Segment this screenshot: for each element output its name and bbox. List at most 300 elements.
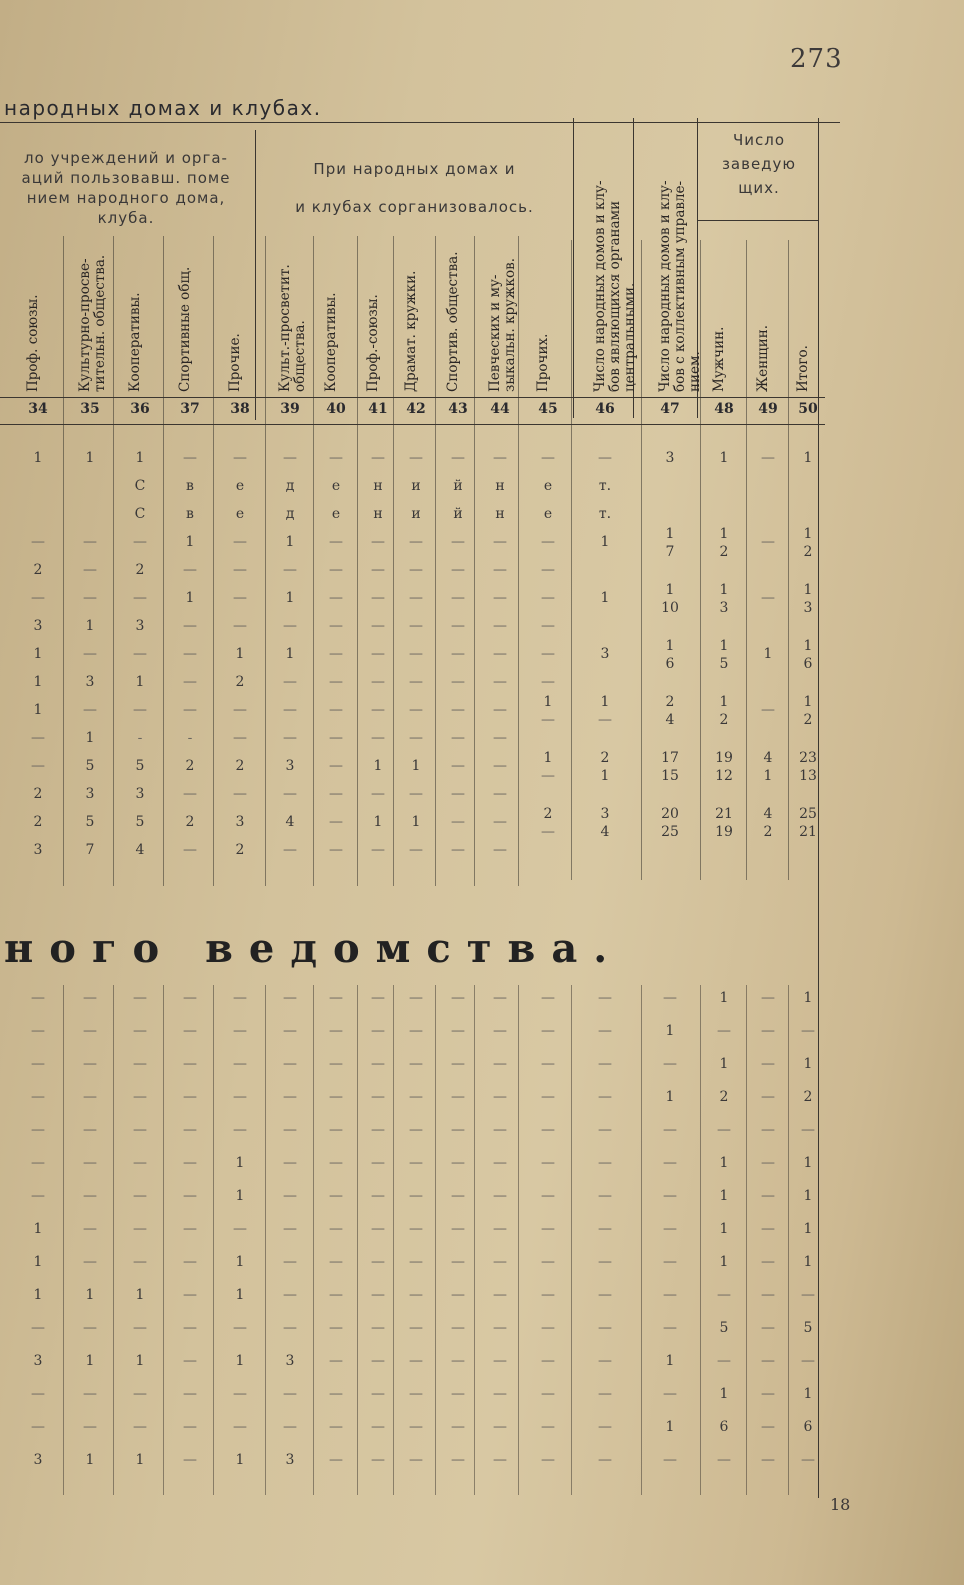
column-divider: [518, 236, 519, 886]
bottom-row-cell: —: [541, 1056, 555, 1072]
bottom-row-cell: —: [598, 1287, 612, 1303]
bottom-row-cell: —: [451, 1254, 465, 1270]
bottom-row-cell: —: [409, 1089, 423, 1105]
top-row-cell: 1: [85, 730, 95, 746]
top-row-cell: 2: [763, 824, 773, 840]
bottom-row-cell: —: [801, 1452, 815, 1468]
column-number-50: 50: [798, 401, 818, 417]
top-row-cell: 1: [33, 450, 43, 466]
top-row-cell: 1: [285, 534, 295, 550]
top-row-cell: 3: [600, 806, 610, 822]
top-row-cell: —: [183, 646, 197, 662]
bottom-row-cell: —: [371, 1122, 385, 1138]
bottom-row-cell: —: [761, 1452, 775, 1468]
top-row-cell: —: [598, 712, 612, 728]
top-row-cell: —: [451, 730, 465, 746]
bottom-row-cell: —: [541, 1452, 555, 1468]
bottom-row-cell: —: [451, 1419, 465, 1435]
top-row-cell: —: [409, 730, 423, 746]
top-row-cell: 3: [33, 842, 43, 858]
top-row-cell: —: [493, 674, 507, 690]
bottom-row-cell: —: [371, 1089, 385, 1105]
top-row-cell: 4: [135, 842, 145, 858]
bottom-row-cell: —: [493, 1386, 507, 1402]
bottom-row-cell: —: [329, 1287, 343, 1303]
bottom-row-cell: 1: [235, 1353, 245, 1369]
bottom-row-cell: —: [801, 1023, 815, 1039]
top-row-cell: 1: [373, 814, 383, 830]
bottom-row-cell: —: [598, 1254, 612, 1270]
bottom-row-cell: 3: [33, 1452, 43, 1468]
bottom-row-cell: 1: [235, 1188, 245, 1204]
bottom-row-cell: —: [183, 1188, 197, 1204]
top-row-cell: 1: [33, 702, 43, 718]
top-row-cell: —: [183, 450, 197, 466]
column-number-34: 34: [28, 401, 48, 417]
top-row-cell: —: [493, 842, 507, 858]
column-divider: [746, 985, 747, 1495]
group-header-organized: При народных домах и и клубах сорганизовалось.: [295, 160, 534, 216]
bottom-row-cell: —: [761, 1122, 775, 1138]
top-row-cell: —: [761, 534, 775, 550]
bottom-row-cell: —: [801, 1287, 815, 1303]
column-number-40: 40: [326, 401, 346, 417]
top-row-cell: 1: [803, 582, 813, 598]
bottom-row-cell: —: [493, 1452, 507, 1468]
top-row-cell: н: [495, 478, 505, 494]
top-row-cell: —: [371, 590, 385, 606]
column-header-49: Женщин.: [755, 325, 771, 392]
bottom-row-cell: —: [801, 1122, 815, 1138]
top-row-cell: 1: [803, 526, 813, 542]
top-row-cell: —: [409, 786, 423, 802]
bottom-row-cell: 1: [719, 1254, 729, 1270]
top-row-cell: 2: [543, 806, 553, 822]
column-number-43: 43: [448, 401, 468, 417]
top-row-cell: 2: [803, 544, 813, 560]
top-row-cell: —: [761, 702, 775, 718]
bottom-row-cell: —: [133, 1419, 147, 1435]
bottom-row-cell: —: [598, 1122, 612, 1138]
bottom-row-cell: —: [371, 1188, 385, 1204]
bottom-row-cell: 1: [33, 1254, 43, 1270]
top-row-cell: 3: [719, 600, 729, 616]
bottom-row-cell: —: [133, 1254, 147, 1270]
bottom-row-cell: —: [233, 1122, 247, 1138]
top-row-cell: —: [233, 730, 247, 746]
bottom-row-cell: —: [409, 1419, 423, 1435]
top-row-cell: —: [31, 758, 45, 774]
group-divider: [573, 118, 574, 418]
top-row-cell: 21: [799, 824, 817, 840]
bottom-row-cell: —: [541, 1353, 555, 1369]
bottom-row-cell: —: [541, 1023, 555, 1039]
bottom-row-cell: —: [233, 990, 247, 1006]
top-row-cell: д: [285, 478, 295, 494]
column-divider: [163, 236, 164, 886]
top-row-cell: 1: [543, 750, 553, 766]
bottom-row-cell: —: [283, 1419, 297, 1435]
top-row-cell: —: [451, 702, 465, 718]
top-row-cell: 4: [665, 712, 675, 728]
top-row-cell: —: [409, 674, 423, 690]
bottom-row-cell: —: [83, 1254, 97, 1270]
bottom-row-cell: 6: [803, 1419, 813, 1435]
bottom-row-cell: —: [493, 1122, 507, 1138]
bottom-row-cell: —: [451, 1452, 465, 1468]
bottom-row-cell: —: [541, 1089, 555, 1105]
bottom-row-cell: —: [283, 1287, 297, 1303]
top-row-cell: 4: [285, 814, 295, 830]
bottom-row-cell: —: [409, 1155, 423, 1171]
bottom-row-cell: —: [329, 990, 343, 1006]
bottom-row-cell: —: [329, 1056, 343, 1072]
bottom-row-cell: 1: [719, 1221, 729, 1237]
top-row-cell: 1: [665, 526, 675, 542]
top-row-cell: —: [541, 824, 555, 840]
bottom-row-cell: —: [663, 1221, 677, 1237]
bottom-row-cell: —: [409, 1188, 423, 1204]
top-row-cell: —: [283, 618, 297, 634]
bottom-row-cell: —: [541, 1287, 555, 1303]
bottom-row-cell: —: [451, 1320, 465, 1336]
bottom-row-cell: 2: [803, 1089, 813, 1105]
bottom-row-cell: —: [409, 1254, 423, 1270]
top-row-cell: —: [371, 450, 385, 466]
bottom-row-cell: 1: [235, 1452, 245, 1468]
column-number-36: 36: [130, 401, 150, 417]
bottom-row-cell: —: [133, 1089, 147, 1105]
bottom-row-cell: —: [761, 1221, 775, 1237]
bottom-row-cell: —: [663, 1386, 677, 1402]
bottom-row-cell: —: [83, 1320, 97, 1336]
top-row-cell: 6: [665, 656, 675, 672]
bottom-row-cell: —: [717, 1122, 731, 1138]
bottom-row-cell: 1: [719, 1155, 729, 1171]
bottom-row-cell: —: [329, 1221, 343, 1237]
footer-number: 18: [830, 1495, 851, 1514]
column-number-39: 39: [280, 401, 300, 417]
top-row-cell: 25: [661, 824, 679, 840]
bottom-row-cell: 6: [719, 1419, 729, 1435]
top-row-cell: 5: [85, 814, 95, 830]
top-row-cell: 1: [719, 582, 729, 598]
bottom-row-cell: —: [451, 1353, 465, 1369]
header-rule: [0, 397, 825, 398]
top-row-cell: —: [409, 562, 423, 578]
top-row-cell: н: [373, 506, 383, 522]
column-header-47: Число народных домов и клу- бов с коллективным управле- нием.: [657, 180, 703, 392]
bottom-row-cell: 1: [235, 1254, 245, 1270]
bottom-row-cell: —: [283, 1155, 297, 1171]
top-row-cell: —: [283, 450, 297, 466]
column-header-38: Прочие.: [227, 333, 243, 392]
top-row-cell: —: [329, 646, 343, 662]
column-divider: [788, 240, 789, 880]
column-divider: [700, 240, 701, 880]
top-row-cell: 23: [799, 750, 817, 766]
top-row-cell: 15: [661, 768, 679, 784]
bottom-row-cell: —: [663, 1188, 677, 1204]
top-row-cell: 3: [235, 814, 245, 830]
bottom-row-cell: —: [283, 1254, 297, 1270]
bottom-row-cell: —: [451, 1287, 465, 1303]
column-divider: [357, 236, 358, 886]
top-row-cell: —: [283, 562, 297, 578]
bottom-row-cell: —: [761, 1386, 775, 1402]
bottom-row-cell: 1: [235, 1155, 245, 1171]
bottom-row-cell: —: [663, 1155, 677, 1171]
top-row-cell: 1: [719, 638, 729, 654]
bottom-row-cell: 1: [803, 1056, 813, 1072]
top-row-cell: 19: [715, 750, 733, 766]
bottom-row-cell: —: [761, 1023, 775, 1039]
bottom-row-cell: —: [541, 1419, 555, 1435]
bottom-row-cell: —: [233, 1221, 247, 1237]
bottom-row-cell: —: [329, 1122, 343, 1138]
bottom-row-cell: —: [409, 1452, 423, 1468]
top-row-cell: 1: [719, 450, 729, 466]
top-row-cell: 1: [185, 590, 195, 606]
top-row-cell: —: [451, 590, 465, 606]
top-row-cell: —: [371, 534, 385, 550]
bottom-row-cell: —: [133, 1023, 147, 1039]
top-row-cell: 1: [33, 646, 43, 662]
column-divider: [265, 236, 266, 886]
top-row-cell: —: [233, 590, 247, 606]
bottom-row-cell: —: [183, 1419, 197, 1435]
bottom-row-cell: 1: [85, 1353, 95, 1369]
top-row-cell: 7: [665, 544, 675, 560]
bottom-row-cell: 1: [719, 1056, 729, 1072]
column-header-37: Спортивные общ.: [177, 266, 193, 392]
top-row-cell: 3: [85, 786, 95, 802]
bottom-row-cell: —: [371, 990, 385, 1006]
top-row-cell: 1: [600, 768, 610, 784]
top-row-cell: —: [31, 590, 45, 606]
top-row-cell: 1: [33, 674, 43, 690]
top-row-cell: —: [31, 730, 45, 746]
top-row-cell: 2: [235, 758, 245, 774]
bottom-row-cell: 1: [235, 1287, 245, 1303]
bottom-row-cell: 1: [719, 1386, 729, 1402]
top-row-cell: —: [451, 618, 465, 634]
top-row-cell: —: [493, 562, 507, 578]
bottom-row-cell: —: [371, 1155, 385, 1171]
top-row-cell: —: [183, 702, 197, 718]
bottom-row-cell: —: [663, 1320, 677, 1336]
bottom-row-cell: —: [801, 1353, 815, 1369]
bottom-row-cell: —: [598, 990, 612, 1006]
bottom-row-cell: —: [283, 1188, 297, 1204]
bottom-row-cell: —: [31, 1023, 45, 1039]
top-row-cell: 1: [600, 534, 610, 550]
top-row-cell: в: [186, 478, 194, 494]
bottom-row-cell: —: [451, 1122, 465, 1138]
column-number-41: 41: [368, 401, 388, 417]
column-number-46: 46: [595, 401, 615, 417]
top-row-cell: —: [371, 646, 385, 662]
top-row-cell: 6: [803, 656, 813, 672]
column-divider: [393, 236, 394, 886]
top-row-cell: —: [493, 450, 507, 466]
column-header-42: Драмат. кружки.: [403, 270, 419, 392]
top-row-cell: 20: [661, 806, 679, 822]
top-row-cell: 1: [373, 758, 383, 774]
top-row-cell: —: [329, 786, 343, 802]
bottom-row-cell: —: [493, 1353, 507, 1369]
bottom-row-cell: 1: [33, 1287, 43, 1303]
bottom-row-cell: —: [541, 1386, 555, 1402]
top-row-cell: —: [541, 534, 555, 550]
section-title: ного ведомства.: [4, 925, 624, 972]
bottom-row-cell: 1: [803, 990, 813, 1006]
bottom-row-cell: —: [409, 1056, 423, 1072]
bottom-row-cell: —: [761, 1287, 775, 1303]
top-row-cell: е: [331, 478, 341, 494]
bottom-row-cell: —: [663, 1122, 677, 1138]
bottom-row-cell: —: [83, 1089, 97, 1105]
bottom-row-cell: —: [31, 1320, 45, 1336]
top-row-cell: 5: [85, 758, 95, 774]
top-row-cell: —: [329, 814, 343, 830]
top-row-cell: —: [329, 590, 343, 606]
top-row-cell: 1: [411, 758, 421, 774]
bottom-row-cell: 1: [135, 1353, 145, 1369]
top-row-cell: С: [134, 478, 146, 494]
top-row-cell: —: [233, 702, 247, 718]
bottom-row-cell: —: [133, 1221, 147, 1237]
top-row-cell: —: [133, 646, 147, 662]
top-row-cell: —: [329, 618, 343, 634]
top-row-cell: 4: [763, 750, 773, 766]
bottom-row-cell: —: [371, 1452, 385, 1468]
top-row-cell: —: [371, 786, 385, 802]
top-row-cell: —: [493, 618, 507, 634]
bottom-row-cell: —: [541, 1320, 555, 1336]
column-header-48: Мужчин.: [711, 326, 727, 392]
top-row-cell: —: [233, 786, 247, 802]
top-row-cell: 21: [715, 806, 733, 822]
bottom-row-cell: —: [598, 1419, 612, 1435]
bottom-row-cell: —: [31, 1188, 45, 1204]
column-number-47: 47: [660, 401, 680, 417]
bottom-row-cell: —: [761, 1353, 775, 1369]
bottom-row-cell: —: [283, 1386, 297, 1402]
bottom-row-cell: —: [83, 1221, 97, 1237]
top-row-cell: 1: [803, 450, 813, 466]
bottom-row-cell: —: [663, 1287, 677, 1303]
column-divider: [163, 985, 164, 1495]
column-divider: [474, 985, 475, 1495]
top-row-cell: 1: [85, 618, 95, 634]
top-row-cell: д: [285, 506, 295, 522]
top-row-cell: 2: [235, 674, 245, 690]
top-row-cell: —: [451, 534, 465, 550]
bottom-row-cell: —: [761, 990, 775, 1006]
column-divider: [113, 236, 114, 886]
bottom-row-cell: —: [31, 1122, 45, 1138]
top-row-cell: 10: [661, 600, 679, 616]
top-row-cell: —: [493, 758, 507, 774]
bottom-row-cell: —: [451, 1056, 465, 1072]
bottom-row-cell: —: [493, 1287, 507, 1303]
bottom-row-cell: —: [233, 1056, 247, 1072]
top-row-cell: в: [186, 506, 194, 522]
top-row-cell: 1: [719, 526, 729, 542]
top-row-cell: 3: [665, 450, 675, 466]
top-row-cell: —: [541, 646, 555, 662]
bottom-row-cell: 5: [803, 1320, 813, 1336]
column-header-46: Число народных домов и клу- бов являющихся органами центральными.: [592, 180, 638, 392]
bottom-row-cell: —: [133, 1320, 147, 1336]
column-divider: [435, 236, 436, 886]
bottom-row-cell: —: [371, 1221, 385, 1237]
top-row-cell: 2: [185, 758, 195, 774]
bottom-row-cell: 1: [85, 1452, 95, 1468]
top-row-cell: —: [371, 842, 385, 858]
page-number: 273: [790, 44, 843, 74]
column-header-43: Спортив. общества.: [445, 251, 461, 392]
top-row-cell: 5: [135, 758, 145, 774]
top-row-cell: 3: [600, 646, 610, 662]
column-divider: [788, 985, 789, 1495]
bottom-row-cell: —: [329, 1188, 343, 1204]
column-header-41: Проф.-союзы.: [365, 294, 381, 392]
top-row-cell: —: [133, 590, 147, 606]
bottom-row-cell: —: [31, 1089, 45, 1105]
bottom-row-cell: —: [493, 990, 507, 1006]
top-row-cell: —: [541, 768, 555, 784]
bottom-row-cell: —: [371, 1287, 385, 1303]
bottom-row-cell: 3: [285, 1353, 295, 1369]
bottom-row-cell: —: [493, 1419, 507, 1435]
column-divider: [265, 985, 266, 1495]
top-row-cell: —: [133, 534, 147, 550]
top-row-cell: —: [371, 674, 385, 690]
bottom-row-cell: —: [493, 1023, 507, 1039]
top-row-cell: и: [411, 506, 421, 522]
top-row-cell: —: [31, 534, 45, 550]
top-row-cell: —: [183, 674, 197, 690]
top-row-cell: —: [371, 618, 385, 634]
top-row-cell: С: [134, 506, 146, 522]
top-row-cell: —: [183, 618, 197, 634]
top-row-cell: 1: [803, 694, 813, 710]
bottom-row-cell: —: [329, 1089, 343, 1105]
top-row-cell: 1: [763, 768, 773, 784]
bottom-row-cell: —: [83, 1023, 97, 1039]
top-row-cell: —: [541, 674, 555, 690]
top-row-cell: 5: [719, 656, 729, 672]
bottom-row-cell: 1: [719, 1188, 729, 1204]
top-row-cell: —: [451, 674, 465, 690]
top-row-cell: —: [283, 842, 297, 858]
top-row-cell: 12: [715, 768, 733, 784]
column-divider: [63, 985, 64, 1495]
top-row-cell: 2: [665, 694, 675, 710]
bottom-row-cell: —: [717, 1353, 731, 1369]
bottom-row-cell: —: [133, 990, 147, 1006]
top-row-cell: 1: [285, 646, 295, 662]
top-row-cell: —: [451, 786, 465, 802]
bottom-row-cell: —: [409, 990, 423, 1006]
bottom-row-cell: —: [233, 1023, 247, 1039]
top-row-cell: —: [541, 450, 555, 466]
top-row-cell: —: [329, 534, 343, 550]
top-row-cell: 4: [600, 824, 610, 840]
bottom-row-cell: —: [451, 1089, 465, 1105]
